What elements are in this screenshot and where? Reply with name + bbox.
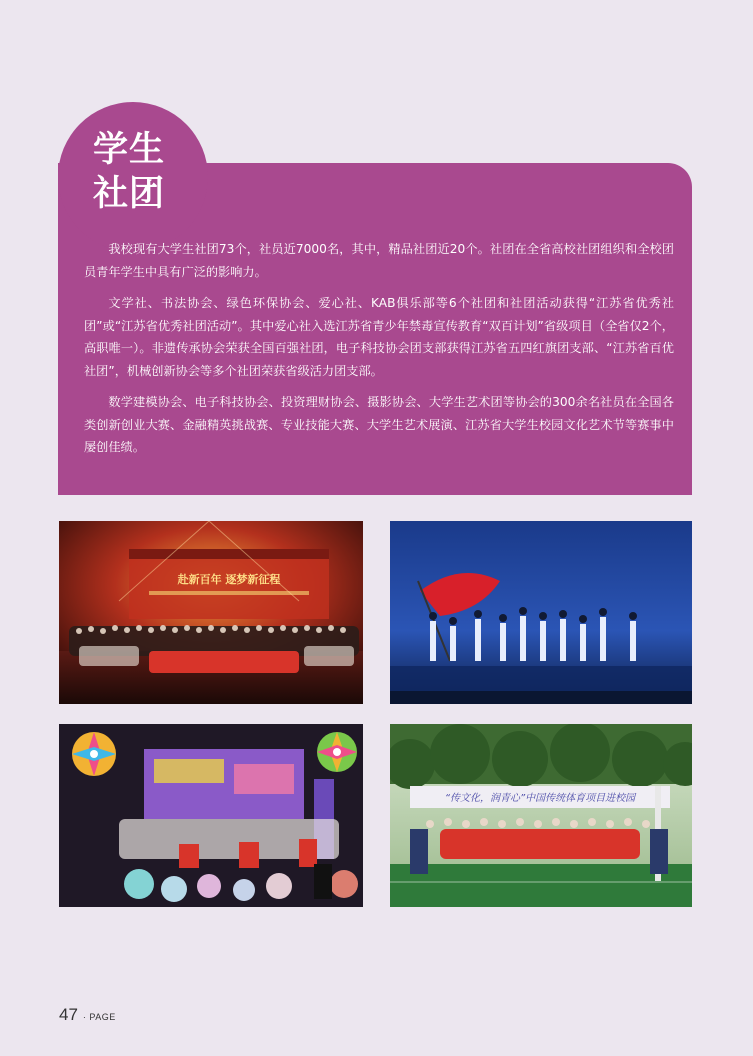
page-label: · PAGE [82, 1012, 116, 1022]
photo-field-group [390, 724, 692, 907]
photo-dance-performance [390, 521, 692, 704]
photo-night-event [59, 724, 363, 907]
paragraph-1: 我校现有大学生社团73个，社员近7000名，其中，精品社团近20个。社团在全省高校社团组织和全校团员青年学生中具有广泛的影响力。 [84, 242, 674, 279]
page-number: 47 [59, 1005, 78, 1024]
page-footer [59, 1005, 116, 1025]
body-text [84, 238, 674, 468]
stage-banner-text: 赴新百年 逐梦新征程 [177, 573, 281, 586]
section-title-line2: 社团 [92, 174, 165, 214]
paragraph-2: 文学社、书法协会、绿色环保协会、爱心社、KAB俱乐部等6个社团和社团活动获得“江苏省优秀社团”或“江苏省优秀社团活动”。其中爱心社入选江苏省青少年禁毒宣传教育“双百计划”省级项目（全省仅2个，高职唯一）。非遗传承协会荣获全国百强社团，电子科技协会团支部获得江苏省五四红旗团支部、“江苏省百优社团”，机械创新协会等多个社团荣获省级活力团支部。 [84, 296, 674, 378]
paragraph-3: 数学建模协会、电子科技协会、投资理财协会、摄影协会、大学生艺术团等协会的300余名社员在全国各类创新创业大赛、金融精英挑战赛、专业技能大赛、大学生艺术展演、江苏省大学生校园文化艺术节等赛事中屡创佳绩。 [84, 395, 674, 454]
photo-stage-group [59, 521, 363, 704]
section-title-line1: 学生 [92, 130, 165, 170]
section-title [74, 128, 184, 216]
field-banner-text: “传文化，润青心”中国传统体育项目进校园 [444, 793, 636, 804]
